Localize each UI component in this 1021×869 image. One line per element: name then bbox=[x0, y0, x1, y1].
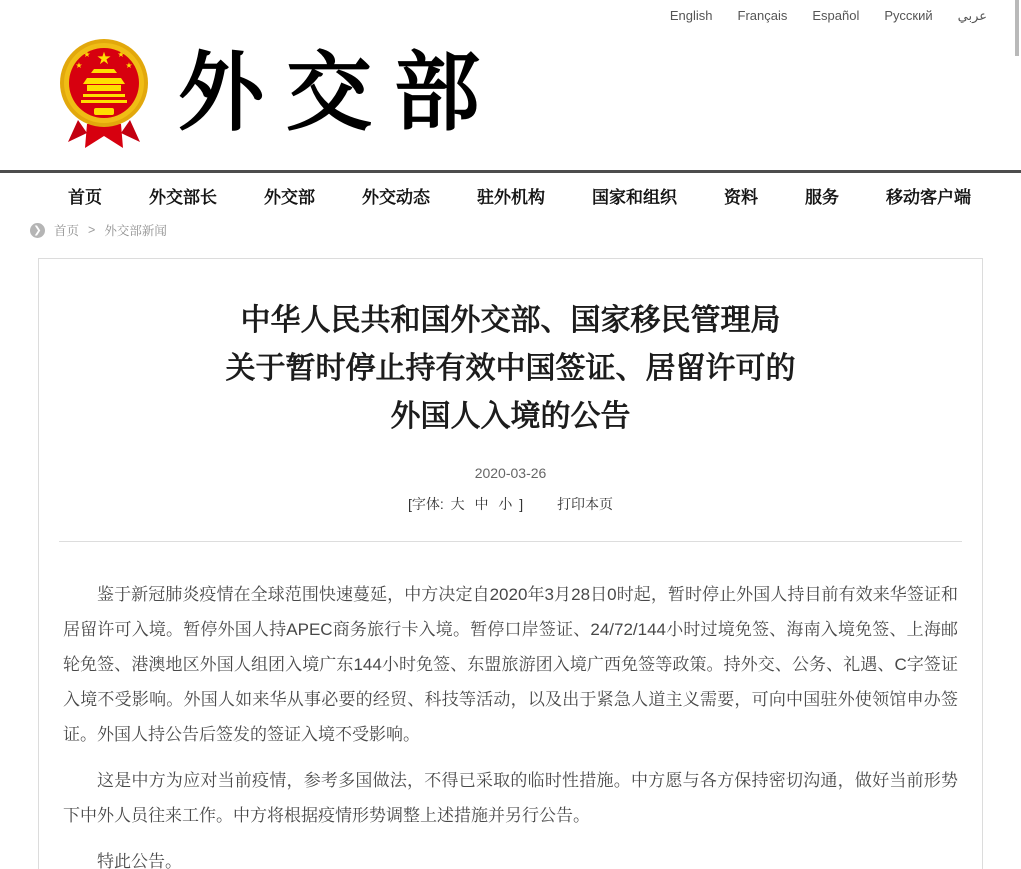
lang-link-french[interactable]: Français bbox=[737, 8, 788, 23]
nav-item-foreign-minister[interactable]: 外交部长 bbox=[149, 188, 217, 207]
article-paragraph: 特此公告。 bbox=[97, 852, 182, 869]
article-title-line-1: 中华人民共和国外交部、国家移民管理局 bbox=[240, 304, 781, 337]
article-title bbox=[39, 297, 982, 441]
lang-link-english[interactable]: English bbox=[669, 8, 713, 23]
article-divider bbox=[59, 541, 962, 542]
article-toolbar bbox=[39, 494, 982, 514]
nav-item-missions-abroad[interactable]: 驻外机构 bbox=[477, 188, 545, 207]
font-size-medium-button[interactable]: 中 bbox=[474, 496, 489, 512]
lang-link-arabic[interactable]: عربي bbox=[957, 8, 987, 23]
article-body bbox=[63, 577, 958, 869]
national-emblem-icon bbox=[60, 36, 148, 150]
print-page-button[interactable]: 打印本页 bbox=[557, 496, 614, 512]
svg-text:★: ★ bbox=[117, 50, 125, 59]
svg-text:★: ★ bbox=[125, 61, 133, 70]
breadcrumb bbox=[30, 221, 167, 239]
nav-item-diplomatic-activities[interactable]: 外交动态 bbox=[362, 188, 430, 207]
font-size-label-close: ] bbox=[519, 496, 524, 512]
nav-item-ministry[interactable]: 外交部 bbox=[264, 188, 315, 207]
main-nav bbox=[68, 183, 971, 208]
font-size-small-button[interactable]: 小 bbox=[498, 496, 513, 512]
nav-item-services[interactable]: 服务 bbox=[805, 188, 839, 207]
breadcrumb-arrow-icon: ❯ bbox=[30, 223, 45, 238]
breadcrumb-current: 外交部新闻 bbox=[104, 224, 167, 238]
national-emblem-logo[interactable] bbox=[60, 36, 148, 155]
nav-item-countries-organizations[interactable]: 国家和组织 bbox=[592, 188, 677, 207]
nav-divider-line bbox=[0, 170, 1021, 173]
svg-text:★: ★ bbox=[83, 50, 91, 59]
nav-item-mobile-client[interactable]: 移动客户端 bbox=[886, 188, 971, 207]
article-date: 2020-03-26 bbox=[474, 465, 547, 481]
breadcrumb-separator: > bbox=[88, 223, 96, 237]
lang-link-spanish[interactable]: Español bbox=[812, 8, 860, 23]
nav-item-resources[interactable]: 资料 bbox=[724, 188, 758, 207]
svg-text:★: ★ bbox=[96, 49, 112, 68]
breadcrumb-home-link[interactable]: 首页 bbox=[54, 224, 80, 238]
svg-text:★: ★ bbox=[75, 61, 83, 70]
article-title-line-3: 外国人入境的公告 bbox=[390, 400, 631, 433]
article-paragraph: 鉴于新冠肺炎疫情在全球范围快速蔓延，中方决定自2020年3月28日0时起，暂时停止外国人持目前有效来华签证和居留许可入境。暂停外国人持APEC商务旅行卡入境。暂停口岸签证、24/72/144小时过境免签、海南入境免签、上海邮轮免签、港澳地区外国人组团入境广东144小时免签、东盟旅游团入境广西免签等政策。持外交、公务、礼遇、C字签证入境不受影响。外国人如来华从事必要的经贸、科技等活动，以及出于紧急人道主义需要，可向中国驻外使领馆申办签证。外国人持公告后签发的签证入境不受影响。 bbox=[63, 585, 958, 744]
article-container bbox=[38, 258, 983, 869]
font-size-label-open: [字体: bbox=[407, 496, 444, 512]
nav-item-home[interactable]: 首页 bbox=[68, 188, 102, 207]
scrollbar-thumb[interactable] bbox=[1015, 0, 1019, 56]
language-bar bbox=[670, 8, 987, 24]
lang-link-russian[interactable]: Русский bbox=[884, 8, 933, 23]
font-size-large-button[interactable]: 大 bbox=[450, 496, 465, 512]
article-paragraph: 这是中方为应对当前疫情，参考多国做法，不得已采取的临时性措施。中方愿与各方保持密切沟通，做好当前形势下中外人员往来工作。中方将根据疫情形势调整上述措施并另行公告。 bbox=[63, 771, 958, 825]
article-title-line-2: 关于暂时停止持有效中国签证、居留许可的 bbox=[225, 352, 796, 385]
ministry-calligraphy-logo: 外交部 bbox=[178, 45, 502, 141]
